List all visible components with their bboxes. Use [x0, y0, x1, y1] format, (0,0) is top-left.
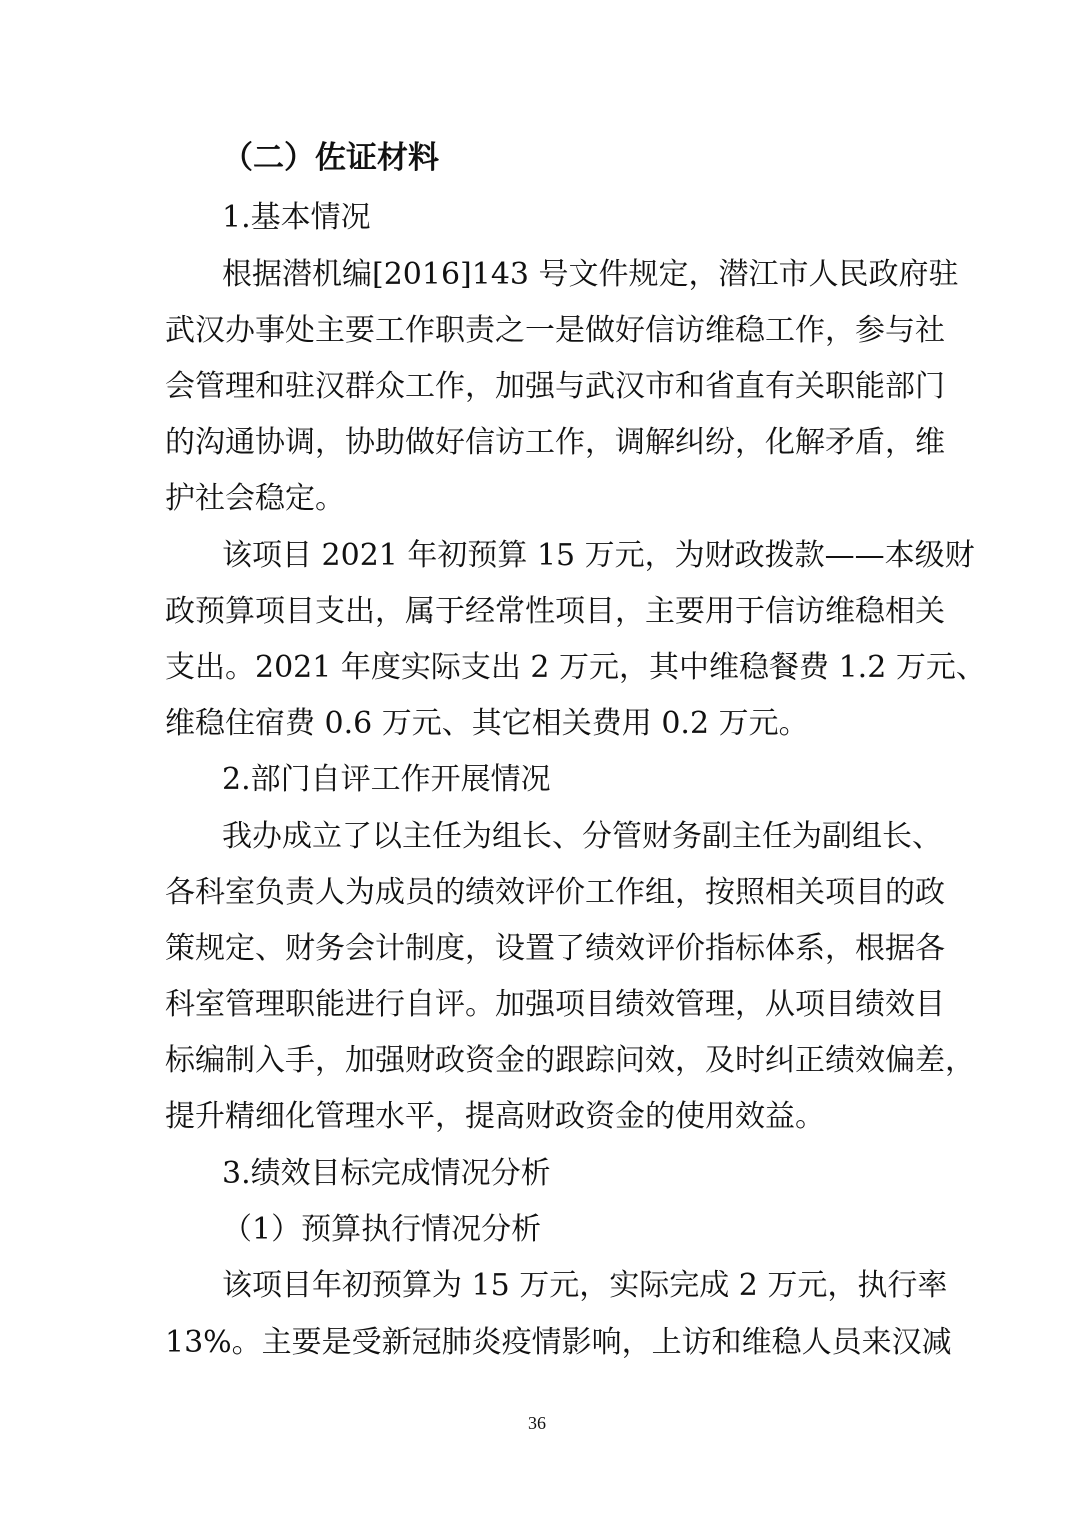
paragraph-line: 各科室负责人为成员的绩效评价工作组，按照相关项目的政: [165, 875, 945, 910]
paragraph-line: 该项目 2021 年初预算 15 万元，为财政拨款——本级财: [222, 538, 975, 573]
paragraph-line: 的沟通协调，协助做好信访工作，调解纠纷，化解矛盾，维: [165, 425, 945, 460]
paragraph-line: 13%。主要是受新冠肺炎疫情影响，上访和维稳人员来汉减: [165, 1325, 952, 1360]
paragraph-line: 支出。2021 年度实际支出 2 万元，其中维稳餐费 1.2 万元、: [165, 650, 986, 685]
subheading-performance-analysis: 3.绩效目标完成情况分析: [222, 1156, 551, 1191]
paragraph-line: 护社会稳定。: [165, 481, 345, 516]
paragraph-line: 提升精细化管理水平，提高财政资金的使用效益。: [165, 1099, 825, 1134]
paragraph-line: 策规定、财务会计制度，设置了绩效评价指标体系，根据各: [165, 931, 945, 966]
page-number: 36: [528, 1413, 546, 1433]
subheading-budget-execution: （1）预算执行情况分析: [222, 1212, 542, 1247]
paragraph-line: 会管理和驻汉群众工作，加强与武汉市和省直有关职能部门: [165, 369, 945, 404]
paragraph-line: 标编制入手，加强财政资金的跟踪问效，及时纠正绩效偏差，: [165, 1043, 975, 1078]
paragraph-line: 我办成立了以主任为组长、分管财务副主任为副组长、: [222, 819, 942, 854]
paragraph-line: 科室管理职能进行自评。加强项目绩效管理，从项目绩效目: [165, 987, 945, 1022]
subheading-basic-info: 1.基本情况: [222, 200, 371, 235]
paragraph-line: 政预算项目支出，属于经常性项目，主要用于信访维稳相关: [165, 594, 945, 629]
paragraph-line: 武汉办事处主要工作职责之一是做好信访维稳工作，参与社: [165, 313, 945, 348]
paragraph-line: 该项目年初预算为 15 万元，实际完成 2 万元，执行率: [222, 1268, 948, 1303]
paragraph-line: 维稳住宿费 0.6 万元、其它相关费用 0.2 万元。: [165, 706, 809, 741]
subheading-self-evaluation: 2.部门自评工作开展情况: [222, 762, 551, 797]
paragraph-line: 根据潜机编[2016]143 号文件规定，潜江市人民政府驻: [222, 257, 959, 292]
section-heading: （二）佐证材料: [222, 140, 439, 176]
